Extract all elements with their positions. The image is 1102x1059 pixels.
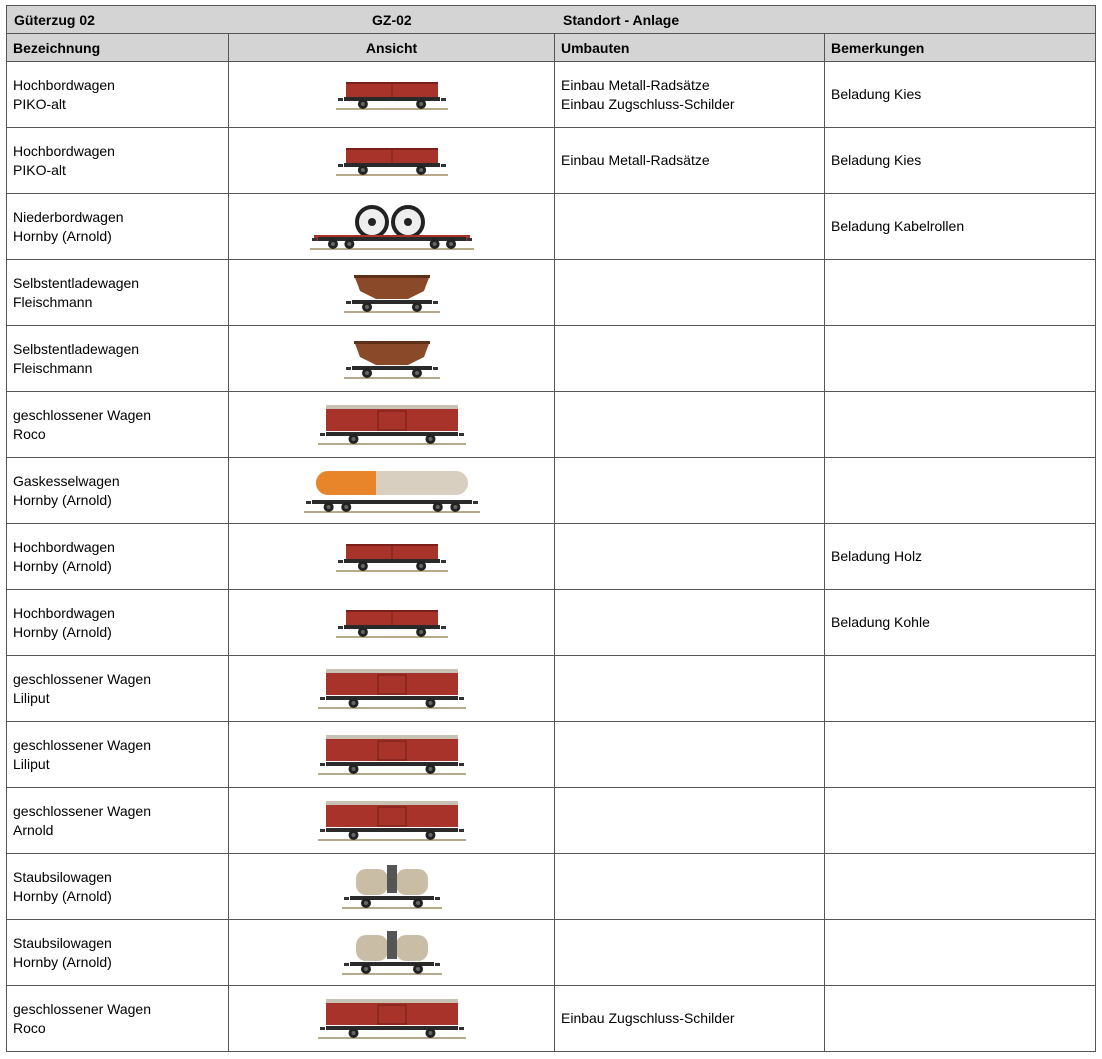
- wagon-mods-cell: [555, 656, 825, 722]
- open-wagon-icon: [336, 540, 448, 574]
- covered-wagon-icon: [318, 799, 466, 843]
- wagon-notes-cell: [825, 62, 1096, 128]
- wagon-view-cell: [229, 194, 555, 260]
- wagon-manufacturer: Fleischmann: [13, 359, 93, 376]
- wagon-notes-cell: [825, 590, 1096, 656]
- wagon-name-cell: [7, 524, 229, 590]
- wagon-mods-cell: [555, 128, 825, 194]
- modification-1: Einbau Metall-Radsätze: [561, 76, 710, 93]
- wagon-type: Niederbordwagen: [13, 208, 124, 225]
- wagon-name-cell: [7, 920, 229, 986]
- wagon-manufacturer: Fleischmann: [13, 293, 93, 310]
- table-row: [7, 920, 1096, 986]
- tank-wagon-icon: [304, 467, 480, 515]
- wagon-name-cell: [7, 128, 229, 194]
- wagon-notes-cell: [825, 986, 1096, 1052]
- wagon-name-cell: [7, 458, 229, 524]
- note: Beladung Kies: [831, 86, 922, 102]
- wagon-view-cell: [229, 326, 555, 392]
- modification-1: Einbau Metall-Radsätze: [561, 152, 710, 168]
- wagon-notes-cell: [825, 788, 1096, 854]
- wagon-type: Selbstentladewagen: [13, 274, 140, 291]
- open-wagon-icon: [336, 606, 448, 640]
- covered-wagon-icon: [318, 667, 466, 711]
- wagon-mods-cell: [555, 920, 825, 986]
- note: Beladung Kies: [831, 152, 922, 168]
- wagon-notes-cell: [825, 458, 1096, 524]
- wagon-notes-cell: [825, 392, 1096, 458]
- modification-1: Einbau Zugschluss-Schilder: [561, 1010, 735, 1026]
- wagon-manufacturer: Hornby (Arnold): [13, 227, 112, 244]
- wagon-name-cell: [7, 986, 229, 1052]
- wagon-view-cell: [229, 788, 555, 854]
- table-row: [7, 194, 1096, 260]
- covered-wagon-icon: [318, 997, 466, 1041]
- wagon-notes-cell: [825, 854, 1096, 920]
- wagon-mods-cell: [555, 524, 825, 590]
- wagon-mods-cell: [555, 458, 825, 524]
- header-view: Ansicht: [229, 34, 555, 62]
- wagon-mods-cell: [555, 194, 825, 260]
- hopper-wagon-icon: [344, 337, 440, 381]
- wagon-view-cell: [229, 392, 555, 458]
- wagon-name-cell: [7, 392, 229, 458]
- title-row: [7, 6, 1096, 34]
- header-notes: Bemerkungen: [825, 34, 1096, 62]
- table-row: [7, 392, 1096, 458]
- wagon-view-cell: [229, 986, 555, 1052]
- wagon-view-cell: [229, 128, 555, 194]
- wagon-mods-cell: [555, 62, 825, 128]
- table-row: [7, 524, 1096, 590]
- note: Beladung Kabelrollen: [831, 218, 965, 234]
- modification-2: Einbau Zugschluss-Schilder: [561, 95, 735, 112]
- table-row: [7, 128, 1096, 194]
- wagon-notes-cell: [825, 722, 1096, 788]
- wagon-view-cell: [229, 590, 555, 656]
- wagon-view-cell: [229, 524, 555, 590]
- wagon-type: geschlossener Wagen: [13, 1000, 152, 1017]
- table-row: [7, 986, 1096, 1052]
- wagon-mods-cell: [555, 788, 825, 854]
- wagon-name-cell: [7, 260, 229, 326]
- wagon-name-cell: [7, 656, 229, 722]
- wagon-view-cell: [229, 656, 555, 722]
- train-location: Standort - Anlage: [563, 12, 680, 28]
- wagon-notes-cell: [825, 656, 1096, 722]
- wagon-manufacturer: Hornby (Arnold): [13, 557, 112, 574]
- wagon-type: Staubsilowagen: [13, 934, 112, 951]
- wagon-manufacturer: Hornby (Arnold): [13, 953, 112, 970]
- wagon-manufacturer: Liliput: [13, 755, 50, 772]
- wagon-type: Selbstentladewagen: [13, 340, 140, 357]
- train-name: Güterzug 02: [14, 12, 95, 28]
- wagon-mods-cell: [555, 722, 825, 788]
- wagon-view-cell: [229, 62, 555, 128]
- wagon-name-cell: [7, 194, 229, 260]
- wagon-name-cell: [7, 788, 229, 854]
- wagon-mods-cell: [555, 986, 825, 1052]
- wagon-view-cell: [229, 722, 555, 788]
- table-row: [7, 722, 1096, 788]
- wagon-notes-cell: [825, 524, 1096, 590]
- wagon-view-cell: [229, 458, 555, 524]
- flat-wagon-cable-reels-icon: [310, 202, 474, 252]
- wagon-type: Hochbordwagen: [13, 538, 115, 555]
- silo-wagon-icon: [342, 929, 442, 977]
- wagon-manufacturer: Roco: [13, 425, 46, 442]
- wagon-type: Hochbordwagen: [13, 604, 115, 621]
- covered-wagon-icon: [318, 403, 466, 447]
- wagon-name-cell: [7, 722, 229, 788]
- wagon-notes-cell: [825, 128, 1096, 194]
- wagon-view-cell: [229, 260, 555, 326]
- wagon-view-cell: [229, 920, 555, 986]
- open-wagon-icon: [336, 78, 448, 112]
- open-wagon-icon: [336, 144, 448, 178]
- wagon-notes-cell: [825, 920, 1096, 986]
- train-code: GZ-02: [372, 12, 412, 28]
- wagon-type: geschlossener Wagen: [13, 406, 152, 423]
- header-row: [7, 34, 1096, 62]
- wagon-manufacturer: Roco: [13, 1019, 46, 1036]
- wagon-manufacturer: PIKO-alt: [13, 161, 66, 178]
- wagon-type: geschlossener Wagen: [13, 802, 152, 819]
- wagon-mods-cell: [555, 854, 825, 920]
- wagon-manufacturer: Liliput: [13, 689, 50, 706]
- table-row: [7, 326, 1096, 392]
- wagon-manufacturer: Arnold: [13, 821, 54, 838]
- wagon-manufacturer: PIKO-alt: [13, 95, 66, 112]
- note: Beladung Holz: [831, 548, 923, 564]
- wagon-type: geschlossener Wagen: [13, 670, 152, 687]
- wagon-type: Hochbordwagen: [13, 76, 115, 93]
- header-mods: Umbauten: [555, 34, 825, 62]
- wagon-type: geschlossener Wagen: [13, 736, 152, 753]
- wagon-type: Hochbordwagen: [13, 142, 115, 159]
- table-row: [7, 260, 1096, 326]
- wagon-table: [6, 5, 1096, 1052]
- wagon-mods-cell: [555, 590, 825, 656]
- wagon-view-cell: [229, 854, 555, 920]
- table-row: [7, 590, 1096, 656]
- silo-wagon-icon: [342, 863, 442, 911]
- wagon-notes-cell: [825, 194, 1096, 260]
- wagon-notes-cell: [825, 260, 1096, 326]
- wagon-name-cell: [7, 854, 229, 920]
- wagon-manufacturer: Hornby (Arnold): [13, 623, 112, 640]
- wagon-type: Gaskesselwagen: [13, 472, 120, 489]
- table-row: [7, 458, 1096, 524]
- covered-wagon-icon: [318, 733, 466, 777]
- hopper-wagon-icon: [344, 271, 440, 315]
- table-row: [7, 854, 1096, 920]
- wagon-manufacturer: Hornby (Arnold): [13, 887, 112, 904]
- header-name: Bezeichnung: [7, 34, 229, 62]
- wagon-manufacturer: Hornby (Arnold): [13, 491, 112, 508]
- wagon-name-cell: [7, 326, 229, 392]
- wagon-mods-cell: [555, 326, 825, 392]
- table-row: [7, 62, 1096, 128]
- wagon-name-cell: [7, 62, 229, 128]
- table-row: [7, 656, 1096, 722]
- wagon-mods-cell: [555, 392, 825, 458]
- note: Beladung Kohle: [831, 614, 930, 630]
- wagon-notes-cell: [825, 326, 1096, 392]
- wagon-mods-cell: [555, 260, 825, 326]
- table-row: [7, 788, 1096, 854]
- wagon-type: Staubsilowagen: [13, 868, 112, 885]
- wagon-name-cell: [7, 590, 229, 656]
